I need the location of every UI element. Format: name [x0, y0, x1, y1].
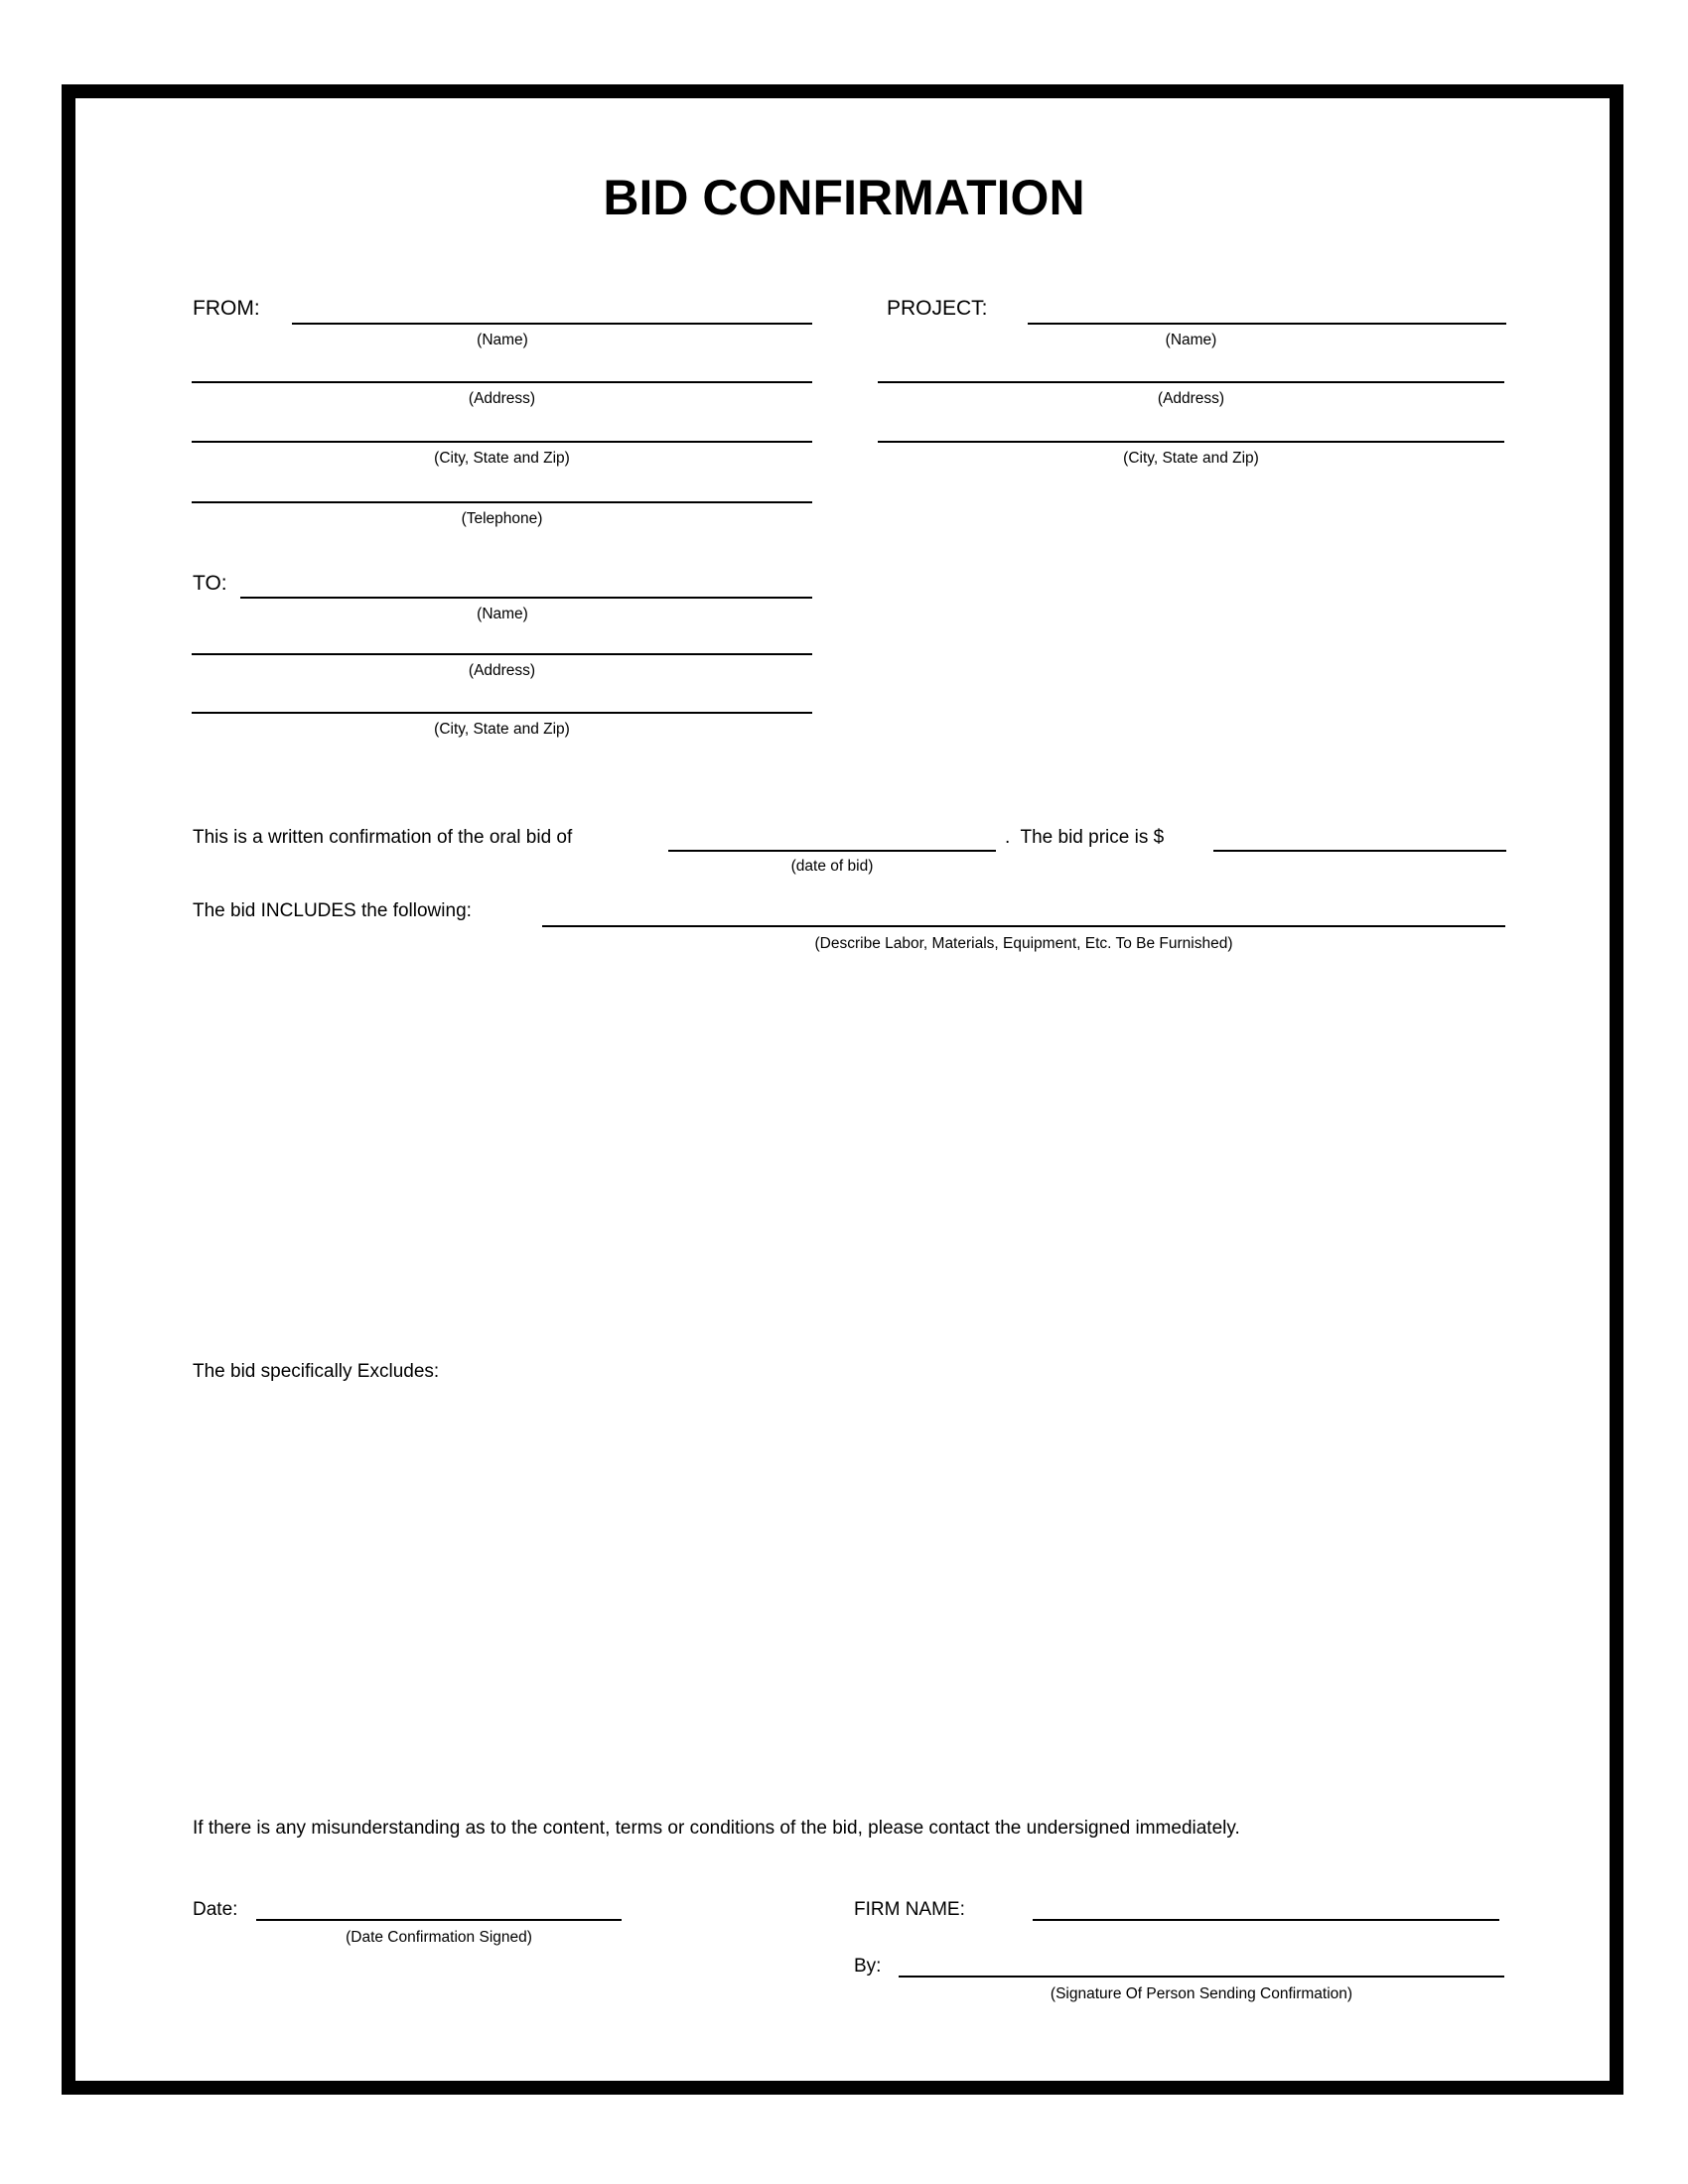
project-name-field[interactable] [1028, 323, 1506, 325]
date-signed-caption: (Date Confirmation Signed) [346, 1929, 532, 1946]
from-address-field[interactable] [192, 381, 812, 383]
bid-date-caption: (date of bid) [790, 858, 874, 875]
date-signed-field[interactable] [256, 1919, 622, 1921]
from-city-field[interactable] [192, 441, 812, 443]
project-city-caption: (City, State and Zip) [1123, 450, 1259, 467]
includes-field[interactable] [542, 925, 1505, 927]
page-title: BID CONFIRMATION [603, 170, 1085, 225]
to-label: TO: [193, 572, 227, 595]
project-address-field[interactable] [878, 381, 1504, 383]
signature-caption: (Signature Of Person Sending Confirmation) [1050, 1985, 1353, 2002]
bid-price-field[interactable] [1213, 850, 1506, 852]
to-address-caption: (Address) [468, 662, 536, 679]
from-label: FROM: [193, 297, 260, 320]
project-city-field[interactable] [878, 441, 1504, 443]
bid-price-text: . The bid price is $ [1005, 827, 1165, 848]
from-address-caption: (Address) [468, 390, 536, 407]
from-telephone-caption: (Telephone) [461, 510, 543, 527]
includes-label: The bid INCLUDES the following: [193, 900, 472, 921]
project-name-caption: (Name) [1165, 332, 1217, 348]
date-signed-label: Date: [193, 1899, 238, 1920]
to-city-field[interactable] [192, 712, 812, 714]
excludes-label: The bid specifically Excludes: [193, 1361, 440, 1382]
firm-name-label: FIRM NAME: [854, 1899, 965, 1920]
bid-date-field[interactable] [668, 850, 996, 852]
project-label: PROJECT: [887, 297, 988, 320]
from-name-caption: (Name) [477, 332, 528, 348]
firm-name-field[interactable] [1033, 1919, 1499, 1921]
page-border-frame [62, 84, 1623, 2095]
to-name-caption: (Name) [477, 606, 528, 622]
to-name-field[interactable] [240, 597, 812, 599]
includes-caption: (Describe Labor, Materials, Equipment, Etc. To Be Furnished) [814, 935, 1233, 952]
by-label: By: [854, 1956, 882, 1977]
bid-statement-lead: This is a written confirmation of the oral bid of [193, 827, 573, 848]
from-name-field[interactable] [292, 323, 812, 325]
project-address-caption: (Address) [1157, 390, 1225, 407]
misunderstanding-notice: If there is any misunderstanding as to the content, terms or conditions of the bid, please contact the undersigned immediately. [193, 1818, 1240, 1839]
from-telephone-field[interactable] [192, 501, 812, 503]
from-city-caption: (City, State and Zip) [434, 450, 570, 467]
to-address-field[interactable] [192, 653, 812, 655]
signature-field[interactable] [899, 1976, 1504, 1978]
to-city-caption: (City, State and Zip) [434, 721, 570, 738]
